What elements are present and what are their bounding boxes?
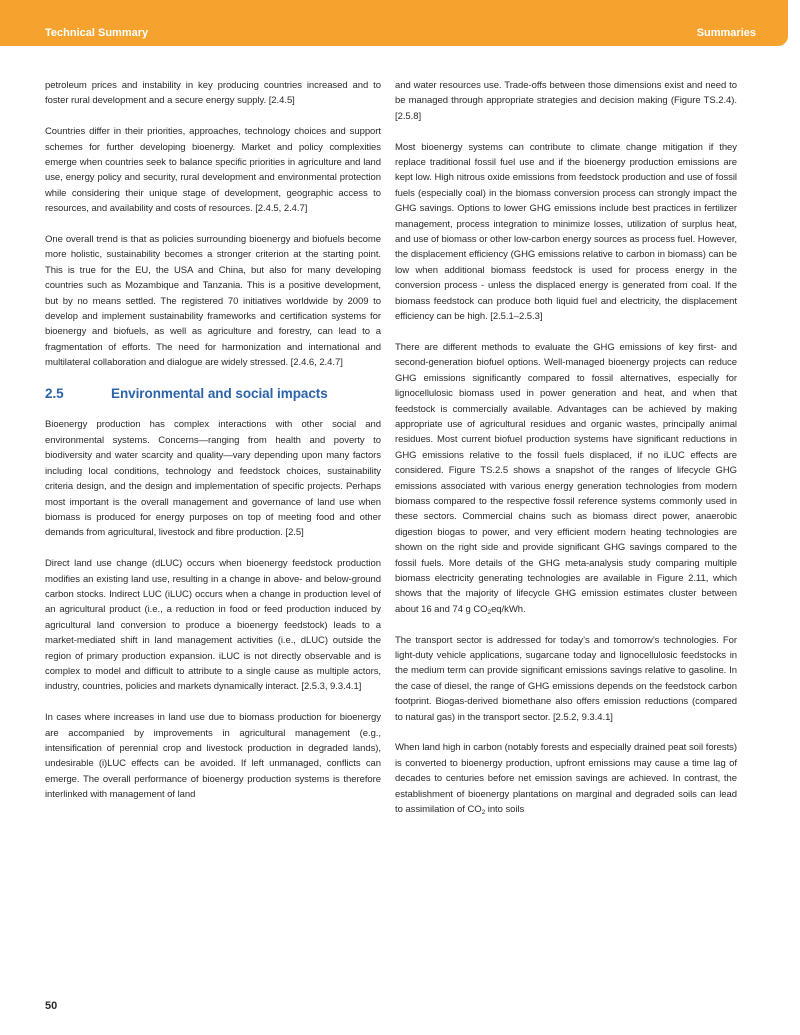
paragraph: and water resources use. Trade-offs between those dimensions exist and need to be managed through appropriate strategies and decision making (Figure TS.2.4). [2.5.8]: [395, 80, 737, 122]
paragraph-text: When land high in carbon (notably forests and especially drained peat soil forests) is converted to bioenergy production, upfront emissions may cause a time lag of decades to centuries before net emission savings are achieved. In contrast, the establishment of bioenergy plantations on marginal and degraded soils can lead to assimilation of CO: [395, 742, 737, 816]
paragraph: One overall trend is that as policies surrounding bioenergy and biofuels become more holistic, sustainability becomes a stronger criterion at the starting point. This is true for the EU, the USA and China, but also for many developing countries such as Mozambique and Tanzania. This is a positive development, but by no means settled. The registered 70 initiatives worldwide by 2009 to develop and implement sustainability frameworks and certification systems for bioenergy and biofuels, as well as agriculture and forestry, can lead to a fragmentation of efforts. The need for harmonization and international and multilateral collaboration and dialogue are widely stressed. [2.4.6, 2.4.7]: [45, 234, 381, 369]
paragraph-text: eq/kWh.: [491, 603, 526, 615]
right-column: [395, 78, 737, 833]
paragraph: [395, 740, 737, 817]
running-header-title: Technical Summary: [45, 27, 149, 39]
paragraph: The transport sector is addressed for today’s and tomorrow’s technologies. For light-duty vehicle applications, sugarcane today and lignocellulosic feedstocks in the medium term can provide significant emissions savings relative to gasoline. In the case of diesel, the range of GHG emissions depends on the feedstock carbon footprint. Biogas-derived biomethane also offers emission reductions (compared to natural gas) in the transport sector. [2.5.2, 9.3.4.1]: [395, 634, 737, 723]
header-bar: [0, 0, 788, 46]
page-number: 50: [45, 1000, 58, 1012]
paragraph: petroleum prices and instability in key producing countries increased and to foster rural development and a secure energy supply. [2.4.5]: [45, 80, 381, 107]
left-column: [45, 78, 381, 818]
paragraph: In cases where increases in land use due to biomass production for bioenergy are accompanied by improvements in agricultural management (e.g., intensification of perennial crop and livestock production in degraded lands), undesirable (i)LUC effects can be avoided. If left unmanaged, conflicts can emerge. The overall performance of bioenergy production systems is therefore interlinked with management of land: [45, 712, 381, 801]
paragraph-text: into soils: [485, 804, 525, 816]
paragraph: Bioenergy production has complex interactions with other social and environmental systems. Concerns—ranging from health and poverty to biodiversity and water scarcity and quality—vary depending upon many factors including local conditions, technology and feedstock choices, sustainability criteria design, and the design and implementation of specific projects. Perhaps most important is the overall management and governance of land use when biomass is produced for energy purposes on top of meeting food and other demands from agricultural, livestock and fibre production. [2.5]: [45, 419, 381, 539]
section-number: 2.5: [45, 386, 64, 402]
paragraph: [395, 340, 737, 617]
paragraph: Most bioenergy systems can contribute to climate change mitigation if they replace traditional fossil fuel use and if the bioenergy production emissions are kept low. High nitrous oxide emissions from feedstock production and use of fossil fuels (especially coal) in the biomass conversion process can strongly impact the GHG savings. Options to lower GHG emissions include best practices in fertilizer management, process integration to minimize losses, utilization of surplus heat, and use of biomass or other low-carbon energy sources as process fuel. However, the displacement efficiency (GHG emissions relative to carbon in biomass) can be low when additional biomass feedstock is used for process energy in the conversion process - unless the displaced energy is generated from coal. If the biomass feedstock can produce both liquid fuel and electricity, the displacement efficiency can be high. [2.5.1–2.5.3]: [395, 141, 737, 323]
section-heading: [45, 386, 381, 401]
paragraph: Countries differ in their priorities, approaches, technology choices and support schemes for further developing bioenergy. Market and policy complexities emerge when countries seek to balance specific priorities in agriculture and land use, energy policy and security, rural development and environmental protection while considering their unique stage of development, geographic access to resources, and availability and costs of resources. [2.4.5, 2.4.7]: [45, 126, 381, 215]
subscript: 2: [481, 809, 486, 817]
subscript: 2: [487, 608, 492, 616]
paragraph-text: There are different methods to evaluate the GHG emissions of key first- and second-generation biofuel options. Well-managed bioenergy projects can reduce GHG emissions significantly compared to fossil alternatives, especially for lignocellulosic biomass used in power generation and heat, and when that feedstock is commercially available. Advantages can be achieved by making appropriate use of agricultural residues and organic wastes, principally animal residues. Most current biofuel production systems have significant reductions in GHG emissions relative to the fossil fuels displaced, if no iLUC effects are considered. Figure TS.2.5 shows a snapshot of the ranges of lifecycle GHG emissions associated with various energy generation technologies from modern biomass compared to the respective fossil reference systems commonly used in these sectors. Commercial chains such as biomass direct power, anaerobic digestion biogas to power, and very efficient modern heating technologies are shown on the right side and provide significant GHG savings compared to the fossil fuels. More details of the GHG meta-analysis study comparing multiple biomass electricity generating technologies are available in Figure 2.11, which shows that the majority of lifecycle GHG emission estimates cluster between about 16 and 74 g CO: [395, 341, 737, 615]
running-header-section: Summaries: [696, 27, 756, 39]
paragraph: Direct land use change (dLUC) occurs when bioenergy feedstock production modifies an existing land use, resulting in a change in above- and below-ground carbon stocks. Indirect LUC (iLUC) occurs when a change in production level of an agricultural product (i.e., a reduction in food or feed production induced by agricultural land conversion to produce a bioenergy feedstock) leads to a market-mediated shift in land management activities (i.e., dLUC) outside the region of primary production expansion. iLUC is not directly observable and is complex to model and difficult to attribute to a single cause as multiple actors, industry, countries, policies and markets dynamically interact. [2.5.3, 9.3.4.1]: [45, 558, 381, 693]
section-title: Environmental and social impacts: [111, 386, 328, 402]
